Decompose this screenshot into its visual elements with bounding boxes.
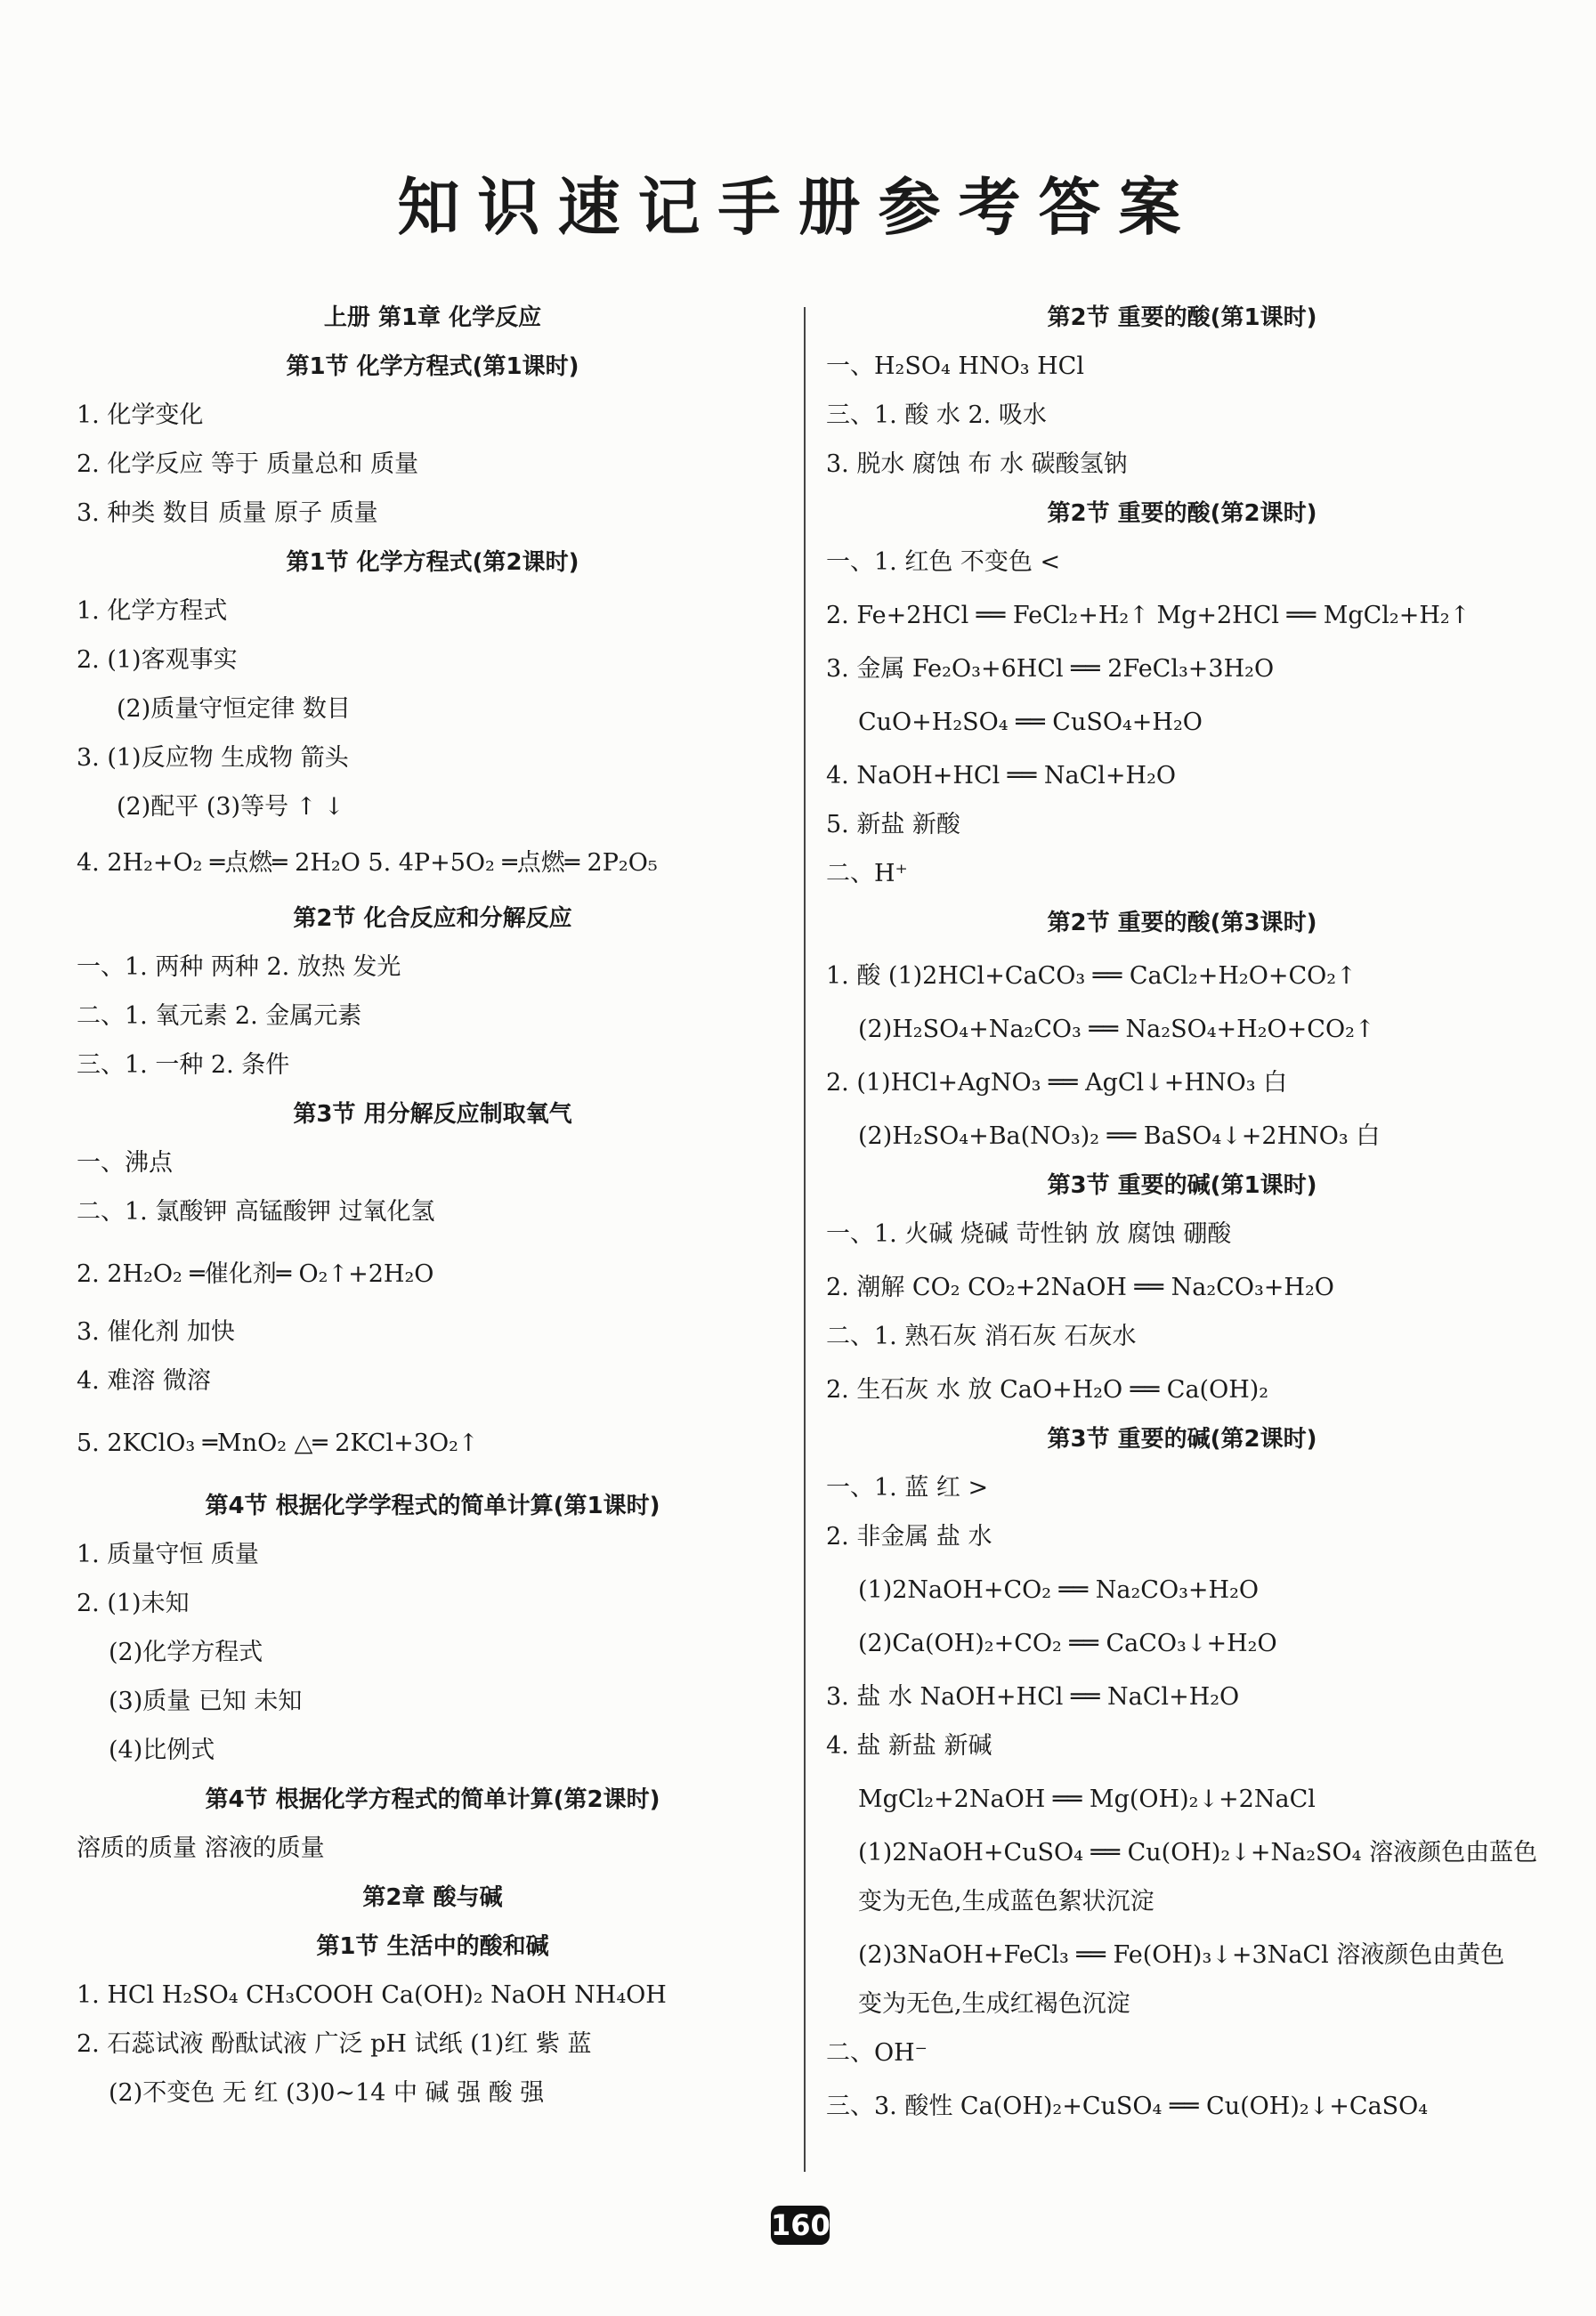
equation-line: 2. (1)HCl+AgNO₃ ══ AgCl↓+HNO₃ 白 [826,1069,1288,1097]
answer-line: 2. 石蕊试液 酚酞试液 广泛 pH 试纸 (1)红 紫 蓝 [77,2030,592,2058]
answer-line: 3. (1)反应物 生成物 箭头 [77,744,349,772]
section-heading: 第2节 重要的酸(第1课时) [1047,304,1317,331]
equation-line: 3. 盐 水 NaOH+HCl ══ NaCl+H₂O [826,1683,1240,1711]
equation-line: CuO+H₂SO₄ ══ CuSO₄+H₂O [858,709,1203,736]
answer-line: 三、1. 一种 2. 条件 [77,1051,290,1079]
section-heading: 第3节 重要的碱(第2课时) [1047,1426,1317,1453]
equation-line: 2. Fe+2HCl ══ FeCl₂+H₂↑ Mg+2HCl ══ MgCl₂+H₂↑ [826,602,1470,629]
answer-line: 一、1. 火碱 烧碱 苛性钠 放 腐蚀 硼酸 [826,1220,1232,1248]
equation-line: 2. 2H₂O₂ ═催化剂═ O₂↑+2H₂O [77,1260,434,1288]
section-heading: 第2节 化合反应和分解反应 [293,905,572,932]
section-heading: 第3节 用分解反应制取氧气 [293,1101,572,1128]
section-heading: 第1节 化学方程式(第1课时) [286,353,579,380]
equation-line: (1)2NaOH+CO₂ ══ Na₂CO₃+H₂O [858,1576,1260,1604]
equation-line: 1. 酸 (1)2HCl+CaCO₃ ══ CaCl₂+H₂O+CO₂↑ [826,962,1357,990]
answer-line: 一、1. 蓝 红 > [826,1474,989,1502]
equation-line: 4. 2H₂+O₂ ═点燃═ 2H₂O 5. 4P+5O₂ ═点燃═ 2P₂O₅ [77,849,658,877]
section-heading: 第4节 根据化学方程式的简单计算(第2课时) [205,1786,660,1813]
equation-line: 5. 2KClO₃ ═MnO₂ △═ 2KCl+3O₂↑ [77,1429,479,1457]
column-divider [804,307,806,2172]
equation-line: (1)2NaOH+CuSO₄ ══ Cu(OH)₂↓+Na₂SO₄ 溶液颜色由蓝色 [858,1839,1538,1867]
page-number: 160 [771,2206,830,2245]
equation-line: 2. 生石灰 水 放 CaO+H₂O ══ Ca(OH)₂ [826,1376,1269,1404]
answer-line: 溶质的质量 溶液的质量 [77,1834,325,1862]
section-heading: 第1节 生活中的酸和碱 [316,1933,549,1960]
answer-line: 1. 质量守恒 质量 [77,1541,259,1568]
equation-line: 3. 金属 Fe₂O₃+6HCl ══ 2FeCl₃+3H₂O [826,655,1275,683]
answer-line: 5. 新盐 新酸 [826,811,960,838]
answer-line: 3. 种类 数目 质量 原子 质量 [77,499,378,527]
answer-line: (4)比例式 [109,1737,215,1764]
equation-line: (2)H₂SO₄+Ba(NO₃)₂ ══ BaSO₄↓+2HNO₃ 白 [858,1122,1381,1150]
answer-line: 二、H⁺ [826,860,908,887]
answer-line: 三、1. 酸 水 2. 吸水 [826,401,1047,429]
answer-line: 1. 化学方程式 [77,597,228,625]
answer-line: 4. 盐 新盐 新碱 [826,1732,992,1760]
page-title: 知识速记手册参考答案 [397,171,1199,244]
section-heading: 第1节 化学方程式(第2课时) [286,549,579,576]
equation-line: (2)3NaOH+FeCl₃ ══ Fe(OH)₃↓+3NaCl 溶液颜色由黄色 [858,1941,1505,1969]
answer-line: 变为无色,生成蓝色絮状沉淀 [858,1888,1154,1915]
section-heading: 第2节 重要的酸(第3课时) [1047,910,1317,936]
equation-line: 2. 潮解 CO₂ CO₂+2NaOH ══ Na₂CO₃+H₂O [826,1274,1334,1301]
answer-line: (2)质量守恒定律 数目 [117,695,351,723]
answer-line: 二、1. 氧元素 2. 金属元素 [77,1002,362,1030]
answer-line: 一、1. 红色 不变色 < [826,548,1061,576]
answer-line: 3. 催化剂 加快 [77,1318,235,1346]
answer-line: 二、OH⁻ [826,2039,928,2067]
equation-line: MgCl₂+2NaOH ══ Mg(OH)₂↓+2NaCl [858,1786,1316,1813]
answer-line: 2. 非金属 盐 水 [826,1523,992,1551]
equation-line: 三、3. 酸性 Ca(OH)₂+CuSO₄ ══ Cu(OH)₂↓+CaSO₄ [826,2093,1429,2120]
answer-line: 一、H₂SO₄ HNO₃ HCl [826,352,1084,380]
section-heading: 第4节 根据化学学程式的简单计算(第1课时) [205,1493,660,1519]
chapter-heading: 上册 第1章 化学反应 [323,304,542,331]
answer-line: 4. 难溶 微溶 [77,1367,211,1395]
answer-line: 2. (1)客观事实 [77,646,238,674]
answer-line: 一、沸点 [77,1149,173,1177]
answer-line: (2)不变色 无 红 (3)0~14 中 碱 强 酸 强 [109,2079,545,2107]
answer-line: 二、1. 氯酸钾 高锰酸钾 过氧化氢 [77,1198,435,1226]
answer-line: 3. 脱水 腐蚀 布 水 碳酸氢钠 [826,450,1128,478]
equation-line: (2)H₂SO₄+Na₂CO₃ ══ Na₂SO₄+H₂O+CO₂↑ [858,1016,1375,1043]
answer-line: (2)化学方程式 [109,1639,263,1666]
answer-line: 变为无色,生成红褐色沉淀 [858,1990,1130,2018]
answer-line: 一、1. 两种 两种 2. 放热 发光 [77,953,401,981]
answer-line: 2. 化学反应 等于 质量总和 质量 [77,450,419,478]
answer-line: 1. HCl H₂SO₄ CH₃COOH Ca(OH)₂ NaOH NH₄OH [77,1981,667,2009]
section-heading: 第3节 重要的碱(第1课时) [1047,1172,1317,1199]
chapter-heading: 第2章 酸与碱 [362,1884,503,1911]
answer-line: 二、1. 熟石灰 消石灰 石灰水 [826,1323,1137,1350]
equation-line: (2)Ca(OH)₂+CO₂ ══ CaCO₃↓+H₂O [858,1630,1277,1657]
answer-line: 2. (1)未知 [77,1590,190,1617]
answer-line: 1. 化学变化 [77,401,204,429]
equation-line: 4. NaOH+HCl ══ NaCl+H₂O [826,762,1177,790]
section-heading: 第2节 重要的酸(第2课时) [1047,500,1317,527]
answer-line: (2)配平 (3)等号 ↑ ↓ [117,793,344,821]
answer-line: (3)质量 已知 未知 [109,1688,303,1715]
